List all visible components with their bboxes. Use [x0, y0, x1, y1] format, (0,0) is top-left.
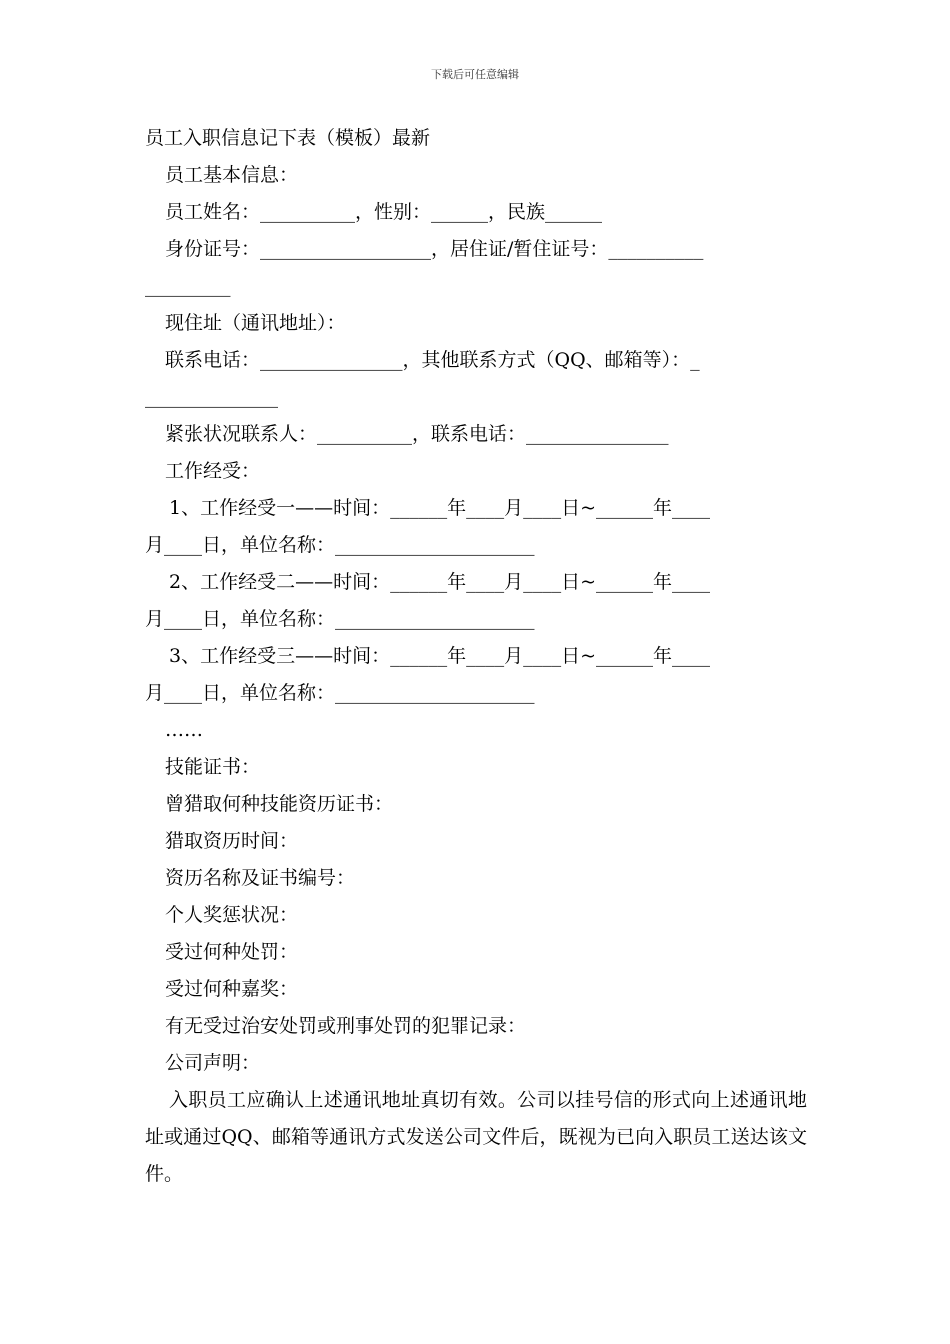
field-punishment: 受过何种处罚：: [165, 941, 299, 963]
work-experience-2: 2、工作经受二——时间：______年____月____日~______年____: [169, 571, 711, 593]
section-basic-info: 员工基本信息：: [165, 164, 299, 186]
page-header: 下载后可任意编辑: [431, 68, 519, 81]
section-skills: 技能证书：: [165, 756, 261, 778]
ellipsis: ……: [165, 719, 203, 741]
field-criminal-record: 有无受过治安处罚或刑事处罚的犯罪记录：: [165, 1015, 527, 1037]
field-cert-time: 猎取资历时间：: [165, 830, 299, 852]
field-id-cont: _________: [145, 275, 231, 297]
field-cert-which: 曾猎取何种技能资历证书：: [165, 793, 394, 815]
section-work-experience: 工作经受：: [165, 460, 261, 482]
field-id: 身份证号：__________________，居住证/暂住证号：__________: [165, 238, 704, 260]
field-cert-name: 资历名称及证书编号：: [165, 867, 356, 889]
field-phone-cont: ______________: [145, 386, 278, 408]
work-experience-3: 3、工作经受三——时间：______年____月____日~______年____: [169, 645, 711, 667]
section-statement: 公司声明：: [165, 1052, 261, 1074]
work-experience-1: 1、工作经受一——时间：______年____月____日~______年____: [169, 497, 711, 519]
doc-title: 员工入职信息记下表（模板）最新: [145, 127, 431, 149]
field-address: 现住址（通讯地址）：: [165, 312, 346, 334]
section-rewards: 个人奖惩状况：: [165, 904, 299, 926]
document-body: [145, 120, 807, 1193]
field-emergency-contact: 紧张状况联系人：__________，联系电话：_______________: [165, 423, 669, 445]
field-award: 受过何种嘉奖：: [165, 978, 299, 1000]
work-experience-3-cont: 月____日，单位名称：_____________________: [145, 682, 535, 704]
field-phone: 联系电话：_______________，其他联系方式（QQ、邮箱等）：_: [165, 349, 700, 371]
field-name-gender: 员工姓名：__________，性别：______，民族______: [165, 201, 603, 223]
work-experience-1-cont: 月____日，单位名称：_____________________: [145, 534, 535, 556]
work-experience-2-cont: 月____日，单位名称：_____________________: [145, 608, 535, 630]
statement-body: 入职员工应确认上述通讯地址真切有效。公司以挂号信的形式向上述通讯地址或通过QQ、邮箱等通讯方式发送公司文件后，既视为已向入职员工送达该文件。: [145, 1089, 807, 1185]
